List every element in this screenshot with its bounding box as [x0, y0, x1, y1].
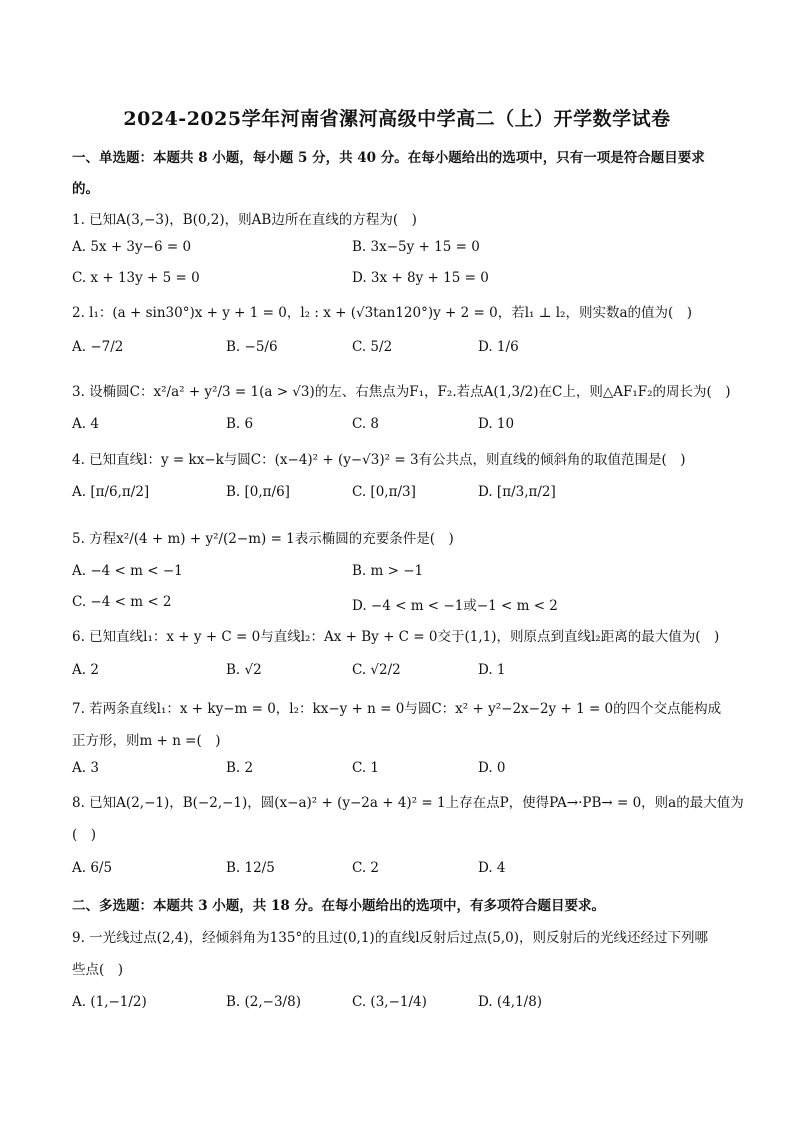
question-3-stem: 3. 设椭圆C：x²/a² + y²/3 = 1(a > √3)的左、右焦点为F₁，F₂.若点A(1,3/2)在C上，则△AF₁F₂的周长为( )	[72, 384, 731, 400]
question-8-stem-line2: ( )	[72, 827, 97, 843]
question-3-options	[72, 416, 732, 438]
question-2-option-a: A. −7/2	[72, 339, 124, 355]
question-1-option-d: D. 3x + 8y + 15 = 0	[352, 270, 489, 286]
section-1-heading-line2: 的。	[72, 181, 99, 197]
question-7-option-d: D. 0	[478, 760, 506, 776]
question-8-option-a: A. 6/5	[72, 860, 113, 876]
question-9-option-a: A. (1,−1/2)	[72, 994, 147, 1010]
question-3-option-b: B. 6	[226, 416, 254, 432]
question-6-option-d: D. 1	[478, 662, 506, 678]
question-1-option-a: A. 5x + 3y−6 = 0	[72, 239, 192, 255]
question-6-stem: 6. 已知直线l₁：x + y + C = 0与直线l₂：Ax + By + C = 0交于(1,1)，则原点到直线l₂距离的最大值为( )	[72, 629, 720, 645]
question-9-option-c: C. (3,−1/4)	[352, 994, 427, 1010]
section-1-heading-line1: 一、单选题：本题共 8 小题，每小题 5 分，共 40 分。在每小题给出的选项中，只有一项是符合题目要求	[72, 150, 705, 166]
question-5-option-c: C. −4 < m < 2	[72, 594, 172, 610]
question-6-options	[72, 662, 732, 684]
question-3-option-a: A. 4	[72, 416, 99, 432]
question-4-option-d: D. [π/3,π/2]	[478, 484, 556, 500]
section-2-heading: 二、多选题：本题共 3 小题，共 18 分。在每小题给出的选项中，有多项符合题目要求。	[72, 898, 605, 914]
question-1-option-b: B. 3x−5y + 15 = 0	[352, 239, 480, 255]
question-5-options-row2	[72, 594, 732, 616]
question-8-options	[72, 860, 732, 882]
question-1-options-row2	[72, 270, 732, 292]
question-4-option-b: B. [0,π/6]	[226, 484, 290, 500]
question-9-option-d: D. (4,1/8)	[478, 994, 543, 1010]
question-2-option-b: B. −5/6	[226, 339, 278, 355]
question-4-option-a: A. [π/6,π/2]	[72, 484, 150, 500]
question-4-stem: 4. 已知直线l：y = kx−k与圆C：(x−4)² + (y−√3)² = 3有公共点，则直线的倾斜角的取值范围是( )	[72, 452, 686, 468]
question-4-option-c: C. [0,π/3]	[352, 484, 416, 500]
question-8-option-b: B. 12/5	[226, 860, 275, 876]
exam-title: 2024-2025学年河南省漯河高级中学高二（上）开学数学试卷	[123, 108, 671, 130]
question-9-stem-line2: 些点( )	[72, 962, 124, 978]
question-3-option-c: C. 8	[352, 416, 380, 432]
question-8-option-d: D. 4	[478, 860, 506, 876]
question-5-option-a: A. −4 < m < −1	[72, 563, 183, 579]
question-7-options	[72, 760, 732, 782]
question-3-option-d: D. 10	[478, 416, 515, 432]
question-1-option-c: C. x + 13y + 5 = 0	[72, 270, 200, 286]
question-7-option-a: A. 3	[72, 760, 99, 776]
question-7-stem-line1: 7. 若两条直线l₁：x + ky−m = 0，l₂：kx−y + n = 0与圆C：x² + y²−2x−2y + 1 = 0的四个交点能构成	[72, 701, 722, 717]
question-2-options	[72, 339, 732, 361]
question-7-option-b: B. 2	[226, 760, 254, 776]
question-7-option-c: C. 1	[352, 760, 380, 776]
question-7-stem-line2: 正方形，则m + n =( )	[72, 733, 221, 749]
question-8-stem-line1: 8. 已知A(2,−1)，B(−2,−1)，圆(x−a)² + (y−2a + 4)² = 1上存在点P，使得PA→·PB→ = 0，则a的最大值为	[72, 795, 744, 811]
question-2-option-c: C. 5/2	[352, 339, 393, 355]
question-6-option-a: A. 2	[72, 662, 99, 678]
question-1-stem: 1. 已知A(3,−3)，B(0,2)，则AB边所在直线的方程为( )	[72, 212, 417, 228]
question-5-option-b: B. m > −1	[352, 563, 424, 579]
question-6-option-c: C. √2/2	[352, 662, 401, 678]
question-2-option-d: D. 1/6	[478, 339, 519, 355]
question-8-option-c: C. 2	[352, 860, 380, 876]
question-9-options	[72, 994, 732, 1016]
question-9-stem-line1: 9. 一光线过点(2,4)，经倾斜角为135°的且过(0,1)的直线l反射后过点(5,0)，则反射后的光线还经过下列哪	[72, 930, 709, 946]
question-1-options-row1	[72, 239, 732, 261]
question-6-option-b: B. √2	[226, 662, 262, 678]
question-5-options-row1	[72, 563, 732, 585]
question-5-stem: 5. 方程x²/(4 + m) + y²/(2−m) = 1表示椭圆的充要条件是( )	[72, 531, 454, 547]
question-5-option-d: D. −4 < m < −1或−1 < m < 2	[352, 598, 558, 614]
question-9-option-b: B. (2,−3/8)	[226, 994, 301, 1010]
question-2-stem: 2. l₁：(a + sin30°)x + y + 1 = 0，l₂ : x + (√3tan120°)y + 2 = 0，若l₁ ⊥ l₂，则实数a的值为( )	[72, 305, 693, 321]
question-4-options	[72, 484, 732, 506]
